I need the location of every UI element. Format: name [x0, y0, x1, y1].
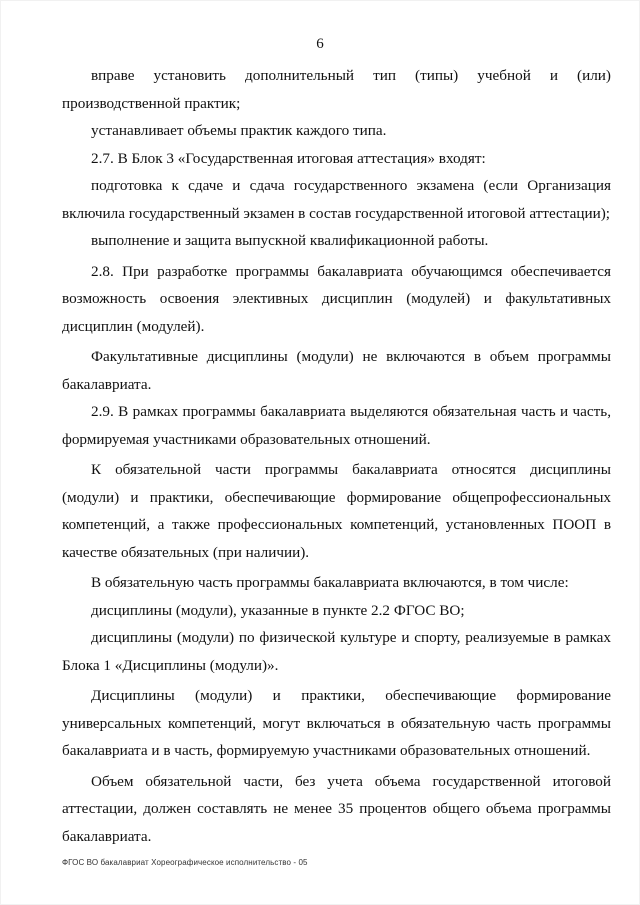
paragraph-2-7-heading: 2.7. В Блок 3 «Государственная итоговая аттестация» входят:: [91, 149, 486, 167]
document-body: [62, 62, 611, 850]
paragraph-practice-types: вправе установить дополнительный тип (типы) учебной и (или) производственной практик;: [62, 67, 611, 112]
page-number: 6: [316, 36, 324, 52]
paragraph-optional-disciplines: Факультативные дисциплины (модули) не включаются в объем программы бакалавриата.: [62, 348, 611, 393]
paragraph-mandatory-volume: Объем обязательной части, без учета объема государственной итоговой аттестации, должен составлять не менее 35 процентов общего объема программы бакалавриата.: [62, 772, 611, 845]
paragraph-universal-competences: Дисциплины (модули) и практики, обеспечивающие формирование универсальных компетенций, могут включаться в обязательную часть программы бакалавриата и в часть, формируемую участниками образовательных отношений.: [62, 687, 611, 759]
paragraph-final-work: выполнение и защита выпускной квалификационной работы.: [91, 232, 489, 249]
paragraph-2-9: 2.9. В рамках программы бакалавриата выделяются обязательная часть и часть, формируемая участниками образовательных отношений.: [62, 403, 611, 448]
paragraph-mandatory-includes: В обязательную часть программы бакалавриата включаются, в том числе:: [91, 574, 569, 591]
paragraph-2-8: 2.8. При разработке программы бакалавриата обучающимся обеспечивается возможность освоения элективных дисциплин (модулей) и факультативных дисциплин (модулей).: [62, 262, 611, 335]
paragraph-state-exam: подготовка к сдаче и сдача государственного экзамена (если Организация включила государственный экзамен в состав государственной итоговой аттестации);: [62, 177, 611, 222]
list-item-physical-culture: дисциплины (модули) по физической культуре и спорту, реализуемые в рамках Блока 1 «Дисциплины (модули)».: [62, 629, 611, 674]
document-footer: ФГОС ВО бакалавриат Хореографическое исполнительство - 05: [62, 858, 308, 867]
paragraph-mandatory-part: К обязательной части программы бакалавриата относятся дисциплины (модули) и практики, обеспечивающие формирование общепрофессиональных компетенций, а также профессиональных компетенций, установленных ПООП в качестве обязательных (при наличии).: [62, 461, 611, 561]
list-item-disciplines-2-2: дисциплины (модули), указанные в пункте 2.2 ФГОС ВО;: [91, 601, 465, 619]
paragraph-practice-volumes: устанавливает объемы практик каждого типа.: [91, 122, 387, 139]
